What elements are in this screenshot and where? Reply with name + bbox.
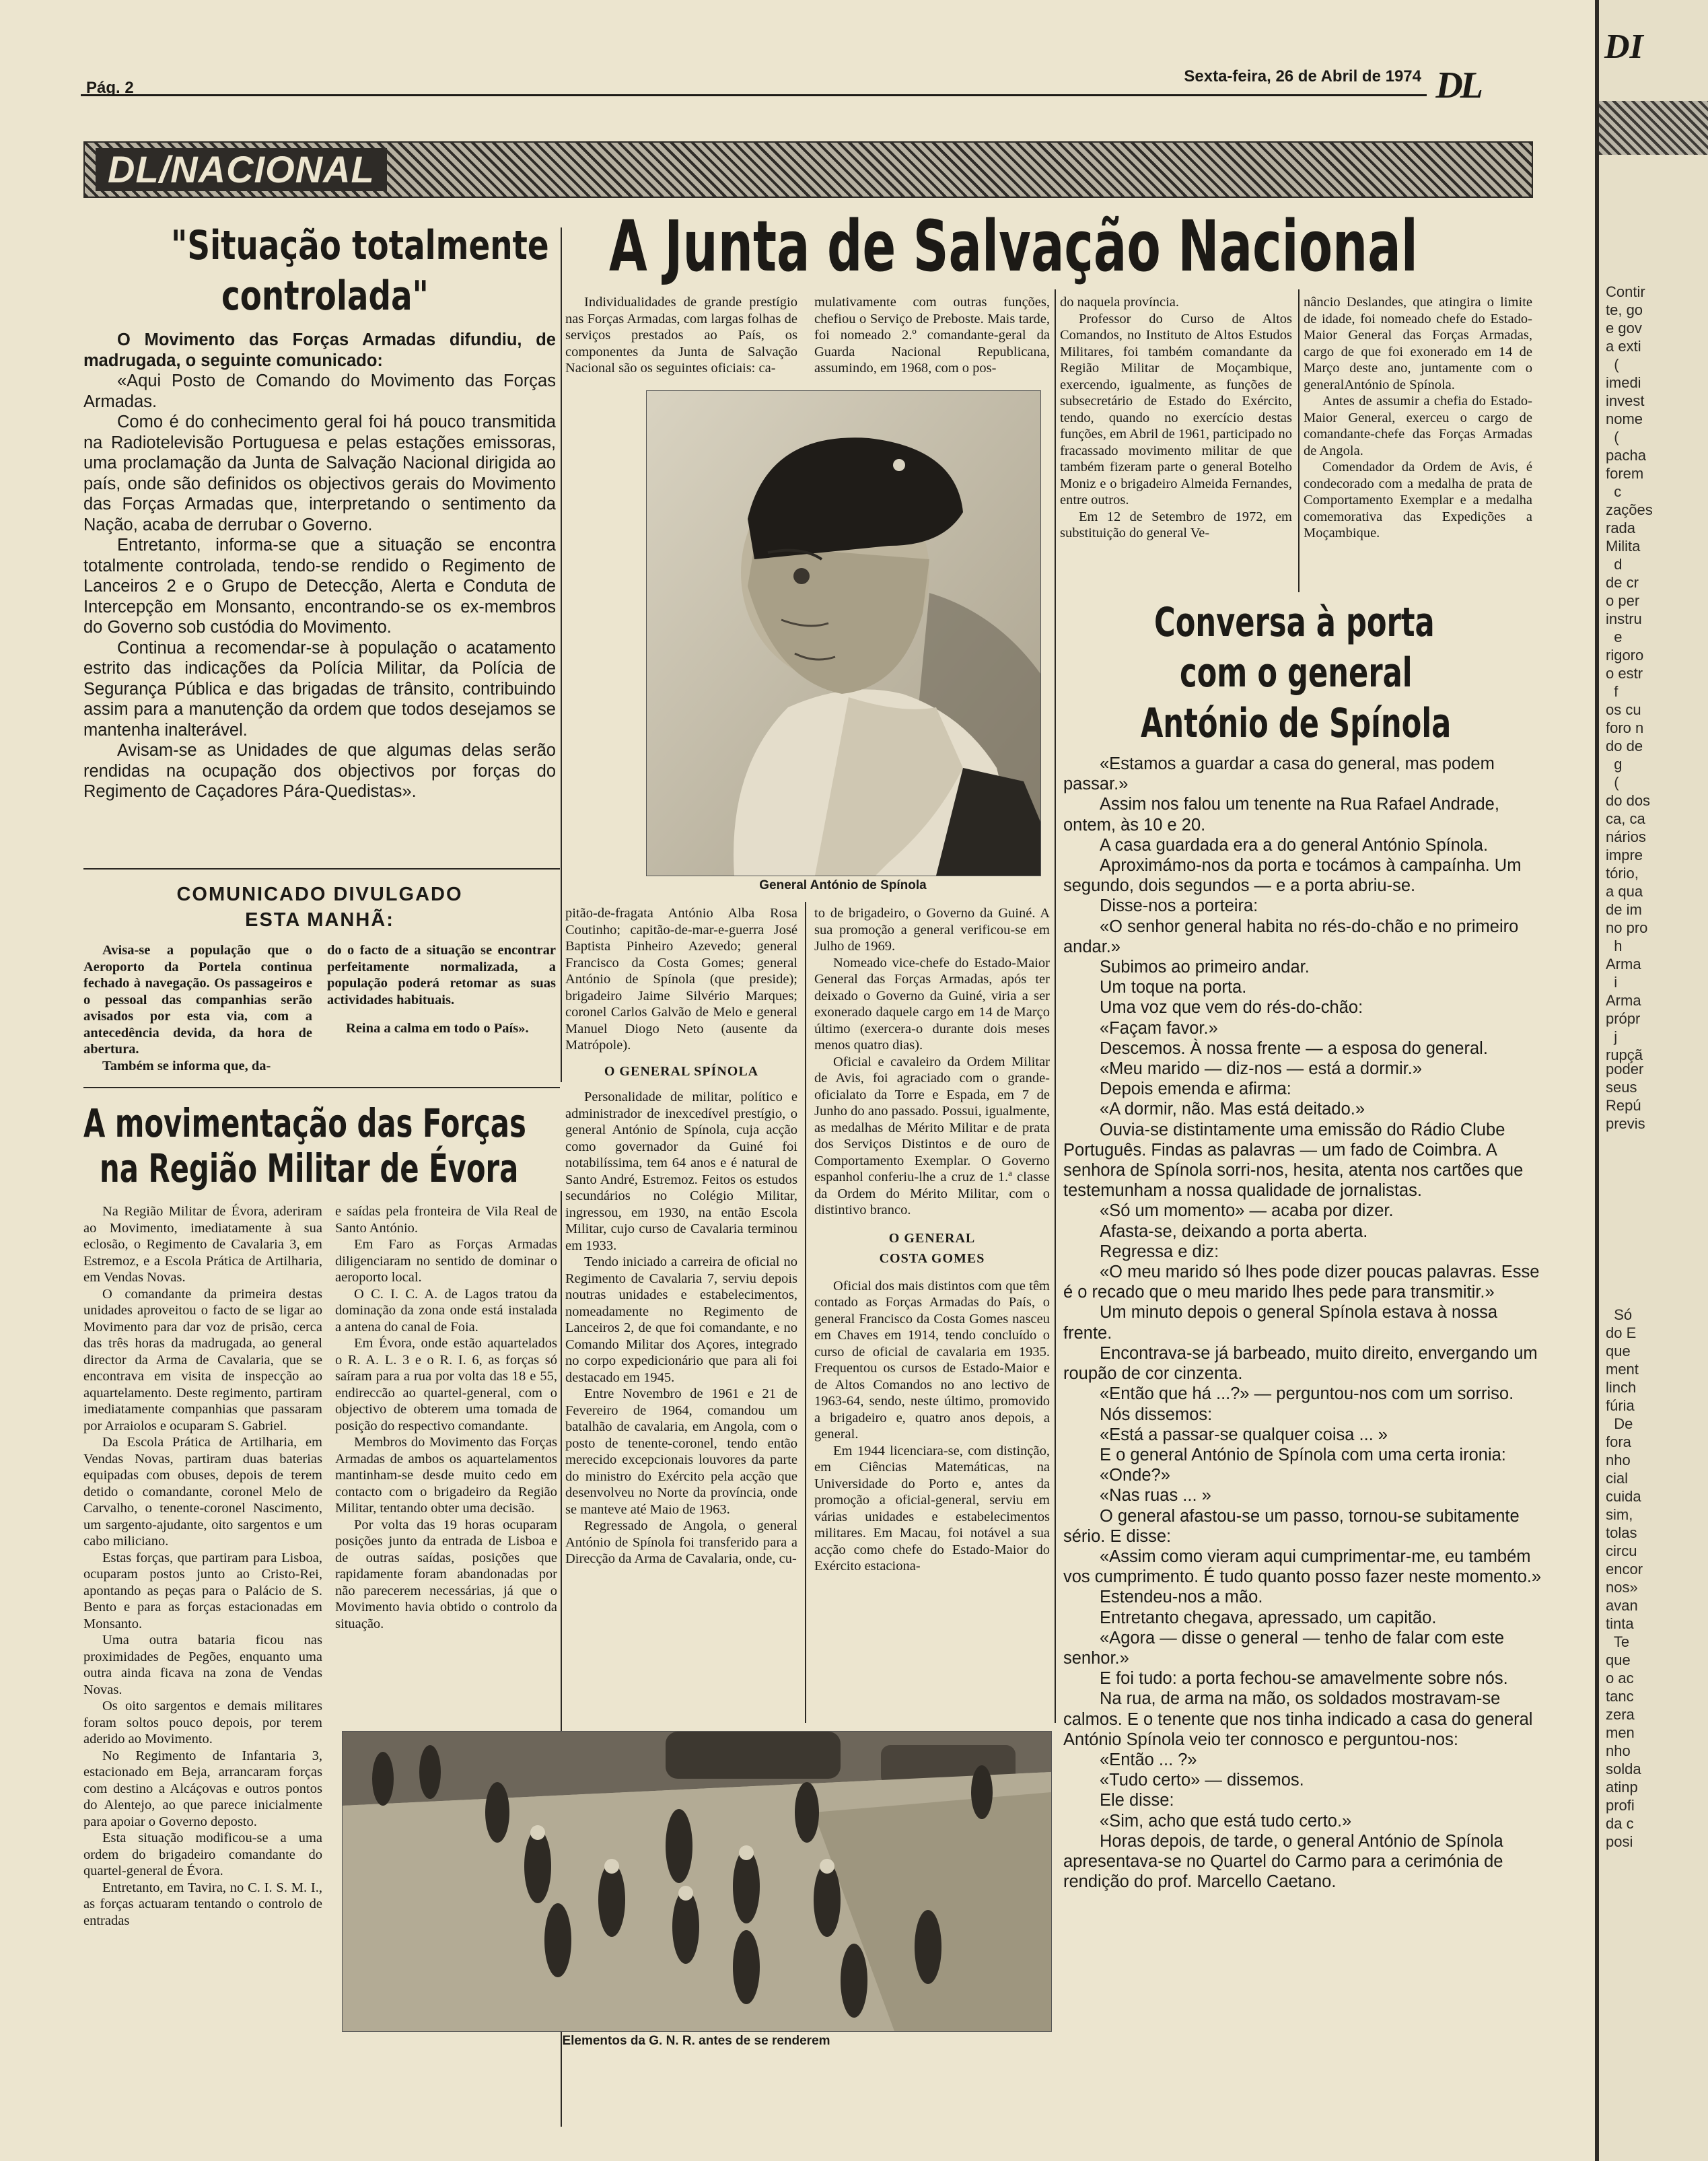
adjacent-text-line: c: [1606, 483, 1622, 500]
adjacent-text-line: g: [1606, 756, 1623, 773]
adjacent-text-line: men: [1606, 1724, 1635, 1741]
subhead-costa-gomes: [814, 1228, 1050, 1269]
masthead-logo: DL: [1435, 65, 1481, 106]
paragraph: «O meu marido só lhes pode dizer poucas palavras. Esse é o recado que o meu marido lhes pede para transmitir.»: [1063, 1263, 1540, 1302]
page-header: [81, 64, 1481, 104]
adjacent-text-line: imedi: [1606, 374, 1641, 391]
adjacent-text-line: instru: [1606, 610, 1642, 627]
paragraph: e saídas pela fronteira de Vila Real de Santo António.: [335, 1204, 557, 1236]
paragraph: to de brigadeiro, o Governo da Guiné. A sua promoção a general verificou-se em Julho de 1969.: [814, 906, 1050, 954]
adjacent-text-line: De: [1606, 1415, 1633, 1432]
paragraph: Antes de assumir a chefia do Estado-Maior General, exerceu o cargo de comandante-chefe das Forças Armadas de Angola.: [1304, 394, 1532, 458]
paragraph: Ele disse:: [1100, 1791, 1174, 1810]
column-rule-junta-2: [1055, 289, 1056, 1723]
paragraph: pitão-de-fragata António Alba Rosa Coutinho; capitão-de-mar-e-guerra José Baptista Pinheiro Azevedo; general Francisco da Costa Gomes; general António de Spínola (que preside); brigadeiro Jaime Silvério Marques; coronel Carlos Galvão de Melo e general Manuel Diogo Neto (ausente da Matrópole).: [565, 906, 797, 1053]
paragraph: Subimos ao primeiro andar.: [1100, 958, 1310, 977]
section-title: DL/NACIONAL: [96, 148, 387, 191]
adjacent-text-line: própr: [1606, 1010, 1641, 1027]
evora-column-1: [83, 1203, 322, 1929]
adjacent-text-line: i: [1606, 974, 1618, 991]
paragraph: Esta situação modificou-se a uma ordem do brigadeiro comandante do quartel-general de Évora.: [83, 1831, 322, 1878]
paragraph: Estendeu-nos a mão.: [1100, 1588, 1263, 1607]
paragraph: do o facto de a situação se encontrar perfeitamente normalizada, a população poderá retomar as suas actividades habituais.: [327, 943, 556, 1007]
paragraph: «Aqui Posto de Comando do Movimento das Forças Armadas.: [83, 371, 556, 411]
junta-intro-col2: [814, 294, 1050, 377]
adjacent-text-line: ca, ca: [1606, 810, 1645, 827]
adjacent-text-line: do dos: [1606, 792, 1651, 809]
adjacent-text-line: Só: [1606, 1306, 1633, 1323]
paragraph: Avisa-se a população que o Aeroporto da Portela continua fechado à navegação. Os passageiros e o pessoal das companhias serão avisados por esta via, com a antecedência devida, da hora de abertura.: [83, 943, 312, 1057]
adjacent-page-fragment: [1595, 0, 1708, 2161]
adjacent-text-line: te, go: [1606, 302, 1643, 318]
headline-line: "Situação totalmente: [171, 222, 549, 269]
adjacent-text-line: linch: [1606, 1379, 1637, 1396]
paragraph: Avisam-se as Unidades de que algumas delas serão rendidas na ocupação dos objectivos por forças do Regimento de Caçadores Pára-Quedistas».: [83, 741, 556, 801]
adjacent-text-line: nome: [1606, 411, 1643, 427]
adjacent-text-line: rupçã: [1606, 1047, 1643, 1063]
paragraph: «Sim, acho que está tudo certo.»: [1100, 1811, 1352, 1831]
paragraph: Entretanto, em Tavira, no C. I. S. M. I., as forças actuaram tentando o controlo de entradas: [83, 1880, 322, 1928]
adjacent-text-block-3: [1599, 1306, 1643, 1851]
adjacent-text-line: tório,: [1606, 865, 1639, 882]
headline-situacao: [83, 222, 556, 330]
paragraph: Os oito sargentos e demais militares foram soltos pouco depois, por terem aderido ao Movimento.: [83, 1699, 322, 1746]
headline-line: com o general: [1180, 649, 1413, 697]
issue-date: Sexta-feira, 26 de Abril de 1974: [1184, 67, 1421, 85]
headline-line: A movimentação das Forças: [83, 1100, 526, 1146]
adjacent-text-line: (: [1606, 774, 1619, 791]
spinola-portrait-image: [647, 391, 1040, 876]
adjacent-text-line: atinp: [1606, 1779, 1638, 1796]
adjacent-text-line: do de: [1606, 738, 1643, 754]
paragraph: Um toque na porta.: [1100, 978, 1247, 997]
adjacent-text-line: (: [1606, 356, 1619, 373]
adjacent-text-line: (: [1606, 429, 1619, 446]
headline-text: A Junta de Salvação Nacional: [609, 205, 1418, 287]
headline-junta: [609, 205, 1497, 286]
adjacent-text-line: encor: [1606, 1561, 1643, 1578]
comunicado-heading: [83, 882, 556, 933]
paragraph: Como é do conhecimento geral foi há pouco transmitida na Radiotelevisão Portuguesa e pelas estações emissoras, uma proclamação da Junta de Salvação Nacional dirigida ao país, onde são definidos os objectivos gerais do Movimento das Forças Armadas que, interpretando o sentimento da Nação, acaba de derrubar o Governo.: [83, 413, 556, 534]
adjacent-text-line: invest: [1606, 392, 1645, 409]
section-rule-comunicado: [83, 868, 560, 870]
column-rule-left: [561, 227, 562, 1082]
paragraph: Na rua, de arma na mão, os soldados mostravam-se calmos. E o tenente que nos tinha indicado a casa do general António Spínola veio ter connosco e perguntou-nos:: [1063, 1689, 1533, 1749]
paragraph: mulativamente com outras funções, chefiou o Serviço de Preboste. Mais tarde, foi nomeado 2.º comandante-geral da Guarda Nacional Republicana, assumindo, em 1968, com o pos-: [814, 295, 1050, 376]
paragraph: Descemos. À nossa frente — a esposa do general.: [1100, 1038, 1488, 1058]
comunicado-title: COMUNICADO DIVULGADO: [176, 884, 463, 905]
paragraph: O general afastou-se um passo, tornou-se subitamente sério. E disse:: [1063, 1506, 1520, 1546]
adjacent-text-line: rigoro: [1606, 647, 1644, 664]
adjacent-text-line: h: [1606, 937, 1623, 954]
paragraph: «Assim como vieram aqui cumprimentar-me, eu também vos cumprimento. É tudo quanto posso fazer neste momento.»: [1063, 1547, 1542, 1587]
paragraph: Membros do Movimento das Forças Armadas de ambos os aquartelamentos mantinham-se desde muito cedo em contacto com o brigadeiro da Região Militar, tentando obter uma decisão.: [335, 1435, 557, 1516]
adjacent-text-line: avan: [1606, 1597, 1638, 1614]
paragraph: Ouvia-se distintamente uma emissão do Rádio Clube Português. Findas as palavras — um fado de Coimbra. A senhora de Spínola sorri-nos, hesita, atenta nos cartões que testemunham a nossa qualidade de jornalistas.: [1063, 1120, 1524, 1201]
adjacent-text-line: zações: [1606, 501, 1653, 518]
adjacent-text-line: e: [1606, 629, 1623, 645]
paragraph: Tendo iniciado a carreira de oficial no Regimento de Cavalaria 7, serviu depois noutras unidades e estabelecimentos, nomeadamente no Regimento de Lanceiros 2, de que foi comandante, e no Comando Militar dos Açores, integrado no corpo expedicionário que para ali foi destacado em 1945.: [565, 1254, 797, 1385]
headline-line: na Região Militar de Évora: [100, 1145, 519, 1191]
paragraph: Em Faro as Forças Armadas diligenciaram no sentido de dominar o aeroporto local.: [335, 1237, 557, 1285]
header-rule: [81, 94, 1427, 96]
adjacent-text-line: poder: [1606, 1061, 1644, 1077]
paragraph: Professor do Curso de Altos Comandos, no Instituto de Altos Estudos Militares, foi também comandante da Região Militar de Moçambique, exercendo, igualmente, as funções de subsecretário de Estado do Exército, tendo, quando no exercício destas funções, em Abril de 1961, participado no fracassado movimento militar de que também fizeram parte o general Botelho Moniz e o brigadeiro Almeida Fernandes, entre outros.: [1060, 311, 1292, 507]
paragraph: Assim nos falou um tenente na Rua Rafael Andrade, ontem, às 10 e 20.: [1063, 795, 1499, 835]
adjacent-text-line: d: [1606, 556, 1623, 573]
paragraph: «Nas ruas ... »: [1100, 1486, 1211, 1505]
headline-conversa: [1060, 599, 1534, 757]
adjacent-text-line: nos»: [1606, 1579, 1638, 1596]
page-number: Pág. 2: [86, 79, 134, 97]
column-rule-junta-1: [805, 902, 806, 1723]
junta-column-2: [814, 905, 1050, 1575]
junta-column-3: [1060, 294, 1292, 542]
paragraph: Na Região Militar de Évora, aderiram ao Movimento, imediatamente à sua eclosão, o Regimento de Cavalaria 3, em Estremoz, e a Escola Prática de Artilharia, em Vendas Novas.: [83, 1204, 322, 1285]
paragraph: «Onde?»: [1100, 1466, 1170, 1485]
paragraph: Entretanto chegava, apressado, um capitão.: [1100, 1608, 1437, 1627]
adjacent-text-line: tinta: [1606, 1615, 1634, 1632]
paragraph: O C. I. C. A. de Lagos tratou da dominação da zona onde está instalada a antena do canal de Foia.: [335, 1286, 557, 1335]
adjacent-text-line: nho: [1606, 1452, 1631, 1468]
paragraph: Oficial e cavaleiro da Ordem Militar de Avis, foi agraciado com o grande-oficialato da Torre e Espada, em 7 de Junho do ano passado. Possui, igualmente, as medalhas de Mérito Militar e de prata dos Serviços Distintos e de ouro de Comportamento Exemplar. O Governo espanhol conferiu-lhe a cruz de 1.ª classe da Ordem do Mérito Militar, com o distintivo branco.: [814, 1054, 1050, 1217]
comunicado-col1: [83, 942, 312, 1074]
adjacent-text-line: f: [1606, 683, 1618, 700]
subhead-spinola: O GENERAL SPÍNOLA: [604, 1063, 759, 1079]
adjacent-text-line: previs: [1606, 1115, 1645, 1132]
paragraph: Da Escola Prática de Artilharia, em Vendas Novas, partiram duas baterias equipadas com obuses, depois de terem detido o comandante, coronel Melo de Carvalho, o tenente-coronel Nascimento, um sargento-ajudante, oito sargentos e um cabo miliciano.: [83, 1435, 322, 1549]
adjacent-text-line: tolas: [1606, 1524, 1637, 1541]
paragraph: E o general António de Spínola com uma certa ironia:: [1100, 1445, 1506, 1464]
paragraph: Um minuto depois o general Spínola estava à nossa frente.: [1063, 1303, 1498, 1343]
adjacent-text-line: seus: [1606, 1079, 1637, 1096]
paragraph: Regressado de Angola, o general António de Spínola foi transferido para a Direcção da Arma de Cavalaria, onde, cu-: [565, 1518, 797, 1566]
paragraph: E foi tudo: a porta fechou-se amavelmente sobre nós.: [1100, 1669, 1508, 1689]
comunicado-subtitle: ESTA MANHÃ:: [245, 909, 394, 931]
adjacent-text-line: sim,: [1606, 1506, 1633, 1523]
paragraph: «Estamos a guardar a casa do general, mas podem passar.»: [1063, 754, 1495, 794]
paragraph: Por volta das 19 horas ocuparam posições junto da entrada de Lisboa e de outras saídas, posições que rapidamente foram abandonadas por não parecerem necessárias, já que o Movimento havia obtido o controlo da situação.: [335, 1517, 557, 1631]
adjacent-text-line: Arma: [1606, 956, 1641, 972]
adjacent-text-line: o ac: [1606, 1670, 1634, 1687]
adjacent-logo: DI: [1604, 28, 1643, 66]
article-situacao: [83, 222, 556, 802]
lead-paragraph: O Movimento das Forças Armadas difundiu, de madrugada, o seguinte comunicado:: [83, 330, 556, 370]
adjacent-banner: [1599, 101, 1708, 155]
paragraph: «Então que há ...?» — perguntou-nos com um sorriso.: [1100, 1384, 1514, 1404]
paragraph: «A dormir, não. Mas está deitado.»: [1100, 1100, 1365, 1119]
paragraph: Nós dissemos:: [1100, 1405, 1213, 1424]
headline-line: controlada": [221, 273, 429, 320]
adjacent-text-line: do E: [1606, 1324, 1637, 1341]
comunicado-col2: [327, 942, 556, 1074]
paragraph: «Então ... ?»: [1100, 1750, 1197, 1769]
adjacent-text-line: e gov: [1606, 320, 1642, 336]
paragraph: «Está a passar-se qualquer coisa ... »: [1100, 1425, 1388, 1444]
gnr-photo: [342, 1731, 1052, 2032]
evora-column-2: [335, 1203, 557, 1632]
headline-line: Conversa à porta: [1154, 599, 1435, 646]
paragraph: Continua a recomendar-se à população o acatamento estrito das indicações da Polícia Militar, da Polícia de Segurança Pública e das brigadas de trânsito, contribuindo assim para a manutenção da ordem que todos desejamos se mantenha inalterável.: [83, 638, 556, 740]
headline-line: António de Spínola: [1141, 700, 1452, 747]
adjacent-text-line: de cr: [1606, 574, 1639, 591]
junta-column-4: [1304, 294, 1532, 542]
adjacent-text-line: o per: [1606, 592, 1640, 609]
adjacent-text-line: Arma: [1606, 992, 1641, 1009]
paragraph: nâncio Deslandes, que atingira o limite de idade, foi nomeado chefe do Estado-Maior General das Forças Armadas, cargo de que foi exonerado em 14 de Março deste ano, juntamente com o generalAntónio de Spínola.: [1304, 295, 1532, 392]
adjacent-text-line: o estr: [1606, 665, 1643, 682]
adjacent-text-line: rada: [1606, 520, 1636, 536]
paragraph: Uma outra bataria ficou nas proximidades de Pegões, enquanto uma outra ainda ficava na zona de Vendas Novas.: [83, 1633, 322, 1697]
paragraph: Estas forças, que partiram para Lisboa, ocuparam postos junto ao Cristo-Rei, apontando as peças para o Palácio de S. Bento e para as forças estacionadas em Monsanto.: [83, 1550, 322, 1631]
adjacent-text-line: cuida: [1606, 1488, 1641, 1505]
section-rule-evora: [83, 1087, 560, 1088]
adjacent-text-line: da c: [1606, 1815, 1634, 1832]
paragraph: Aproximámo-nos da porta e tocámos à campaínha. Um segundo, dois segundos — e a porta abriu-se.: [1063, 856, 1522, 896]
adjacent-text-block-1: [1599, 283, 1653, 1064]
adjacent-text-line: Te: [1606, 1633, 1630, 1650]
spinola-photo: [646, 390, 1041, 876]
paragraph: «Só um momento» — acaba por dizer.: [1100, 1201, 1394, 1221]
paragraph: do naquela província.: [1060, 295, 1180, 310]
adjacent-text-line: de im: [1606, 901, 1642, 918]
paragraph: Em 12 de Setembro de 1972, em substituição do general Ve-: [1060, 509, 1292, 540]
paragraph: Entre Novembro de 1961 e 21 de Fevereiro de 1964, comandou um batalhão de cavalaria, em Angola, com o posto de tenente-coronel, tendo então merecido excepcionais louvores da parte do ministro do Exército pela acção que desenvolveu no Norte da província, onde se manteve até Maio de 1963.: [565, 1386, 797, 1517]
paragraph: «Agora — disse o general — tenho de falar com este senhor.»: [1063, 1628, 1505, 1668]
paragraph: Oficial dos mais distintos com que têm contado as Forças Armadas do País, o general Francisco da Costa Gomes nasceu em Chaves em 1914, tendo concluído o curso de oficial de cavalaria em 1935. Frequentou os cursos de Estado-Maior e de Altos Comandos no ano lectivo de 1963-64, sendo, neste último, promovido a brigadeiro e, quatro anos depois, a general.: [814, 1278, 1050, 1442]
headline-evora: [83, 1100, 568, 1195]
junta-column-1: [565, 905, 797, 1567]
adjacent-text-block-2: [1599, 1060, 1645, 1133]
section-banner: [83, 141, 1533, 198]
paragraph: No Regimento de Infantaria 3, estacionado em Beja, arrancaram forças com destino a Alcáçovas e outros pontos do Alentejo, ao que parece inicialmente para apoiar o Governo deposto.: [83, 1748, 322, 1829]
adjacent-text-line: foro n: [1606, 719, 1644, 736]
adjacent-text-line: zera: [1606, 1706, 1635, 1723]
paragraph: Depois emenda e afirma:: [1100, 1079, 1291, 1099]
paragraph: A casa guardada era a do general António Spínola.: [1100, 835, 1489, 855]
adjacent-text-line: posi: [1606, 1833, 1633, 1850]
adjacent-text-line: a qua: [1606, 883, 1643, 900]
paragraph: O comandante da primeira destas unidades aproveitou o facto de se ligar ao Movimento para dar voz de prisão, cerca das três horas da madrugada, ao general director da Arma de Cavalaria, que se encontrava em visita de inspecção ao aquartelamento. Deste regimento, partiram imediatamente companhias que passaram por Arraiolos e ocuparam S. Gabriel.: [83, 1286, 322, 1433]
paragraph: Personalidade de militar, político e administrador de inexcedível prestígio, o general António de Spínola, cuja acção como governador da Guiné foi notabilíssima, tem 64 anos e é natural de Santo André, Estremoz. Feitos os estudos secundários no Colégio Militar, ingressou, em 1930, na então Escola Militar, cujo curso de Cavalaria terminou em 1933.: [565, 1090, 797, 1253]
adjacent-text-line: profi: [1606, 1797, 1635, 1814]
paragraph: Regressa e diz:: [1100, 1242, 1219, 1261]
adjacent-text-line: pacha: [1606, 447, 1646, 464]
comunicado-columns: [83, 942, 556, 1074]
adjacent-text-line: nho: [1606, 1742, 1631, 1759]
paragraph: Afasta-se, deixando a porta aberta.: [1100, 1221, 1368, 1241]
adjacent-text-line: a exti: [1606, 338, 1641, 355]
adjacent-text-line: j: [1606, 1028, 1618, 1045]
paragraph: Nomeado vice-chefe do Estado-Maior General das Forças Armadas, após ter deixado o Governo da Guiné, viria a ser exonerado daquele cargo em 14 de Março último (exercera-o durante dois meses menos quatro dias).: [814, 955, 1050, 1053]
paragraph: Em 1944 licenciara-se, com distinção, em Ciências Matemáticas, na Universidade do Porto e, antes da promoção a oficial-general, serviu em várias unidades e estabelecimentos militares. Em Macau, foi notável a sua acção como chefe do Estado-Maior do Exército estaciona-: [814, 1443, 1050, 1573]
paragraph: «O senhor general habita no rés-do-chão e no primeiro andar.»: [1063, 917, 1519, 956]
column-rule-junta-3: [1298, 289, 1300, 592]
paragraph: «Tudo certo» — dissemos.: [1100, 1771, 1304, 1790]
adjacent-text-line: solda: [1606, 1761, 1641, 1777]
article-body: [83, 330, 556, 802]
paragraph: Também se informa que, da-: [102, 1058, 271, 1073]
subhead-line: COSTA GOMES: [879, 1250, 985, 1266]
adjacent-text-line: tanc: [1606, 1688, 1634, 1705]
paragraph: Uma voz que vem do rés-do-chão:: [1100, 998, 1363, 1018]
adjacent-text-line: que: [1606, 1343, 1631, 1359]
adjacent-text-line: que: [1606, 1652, 1631, 1668]
adjacent-text-line: Contir: [1606, 283, 1645, 300]
adjacent-text-line: impre: [1606, 847, 1643, 863]
paragraph: Entretanto, informa-se que a situação se encontra totalmente controlada, tendo-se rendido o Regimento de Lanceiros 2 e o Grupo de Detecção, Alerta e Conduta de Intercepção em Monsanto, encontrando-se os ex-membros do Governo sob custódia do Movimento.: [83, 536, 556, 637]
adjacent-text-line: cial: [1606, 1470, 1629, 1487]
paragraph: Comendador da Ordem de Avis, é condecorado com a medalha de prata de Comportamento Exemplar e a medalha comemorativa das Expedições a Moçambique.: [1304, 460, 1532, 540]
paragraph: Em Évora, onde estão aquartelados o R. A. L. 3 e o R. I. 6, as forças só saíram para a rua por volta das 18 e 55, endireccão ao quartel-general, com o objectivo de obterem uma tomada de posição do respectivo comandante.: [335, 1336, 557, 1433]
adjacent-text-line: Milita: [1606, 538, 1641, 555]
adjacent-text-line: fúria: [1606, 1397, 1635, 1414]
paragraph: «Meu marido — diz-nos — está a dormir.»: [1100, 1059, 1423, 1079]
adjacent-text-line: os cu: [1606, 701, 1641, 718]
adjacent-text-line: Repú: [1606, 1097, 1641, 1114]
subhead-line: O GENERAL: [888, 1230, 976, 1246]
adjacent-text-line: fora: [1606, 1433, 1631, 1450]
paragraph: Disse-nos a porteira:: [1100, 896, 1258, 916]
paragraph: Reina a calma em todo o País».: [346, 1021, 529, 1036]
gnr-soldiers-image: [343, 1732, 1051, 2031]
article-comunicado: [83, 882, 556, 1074]
adjacent-text-line: forem: [1606, 465, 1644, 482]
adjacent-text-line: no pro: [1606, 919, 1648, 936]
adjacent-text-line: ment: [1606, 1361, 1639, 1378]
junta-intro-col1: [565, 294, 797, 377]
adjacent-text-line: circu: [1606, 1543, 1637, 1559]
adjacent-text-line: nários: [1606, 828, 1646, 845]
paragraph: Individualidades de grande prestígio nas Forças Armadas, com largas folhas de serviços prestados ao País, os componentes da Junta de Salvação Nacional são os seguintes oficiais: ca-: [565, 295, 797, 376]
paragraph: Horas depois, de tarde, o general António de Spínola apresentava-se no Quartel do Carmo para a cerimónia de rendição do prof. Marcello Caetano.: [1063, 1831, 1503, 1892]
article-conversa: [1063, 754, 1544, 1892]
gnr-photo-caption: Elementos da G. N. R. antes de se renderem: [562, 2034, 830, 2048]
spinola-photo-caption: General António de Spínola: [759, 878, 927, 892]
paragraph: «Façam favor.»: [1100, 1018, 1218, 1038]
paragraph: Encontrava-se já barbeado, muito direito, envergando um roupão de cor cinzenta.: [1063, 1343, 1538, 1384]
